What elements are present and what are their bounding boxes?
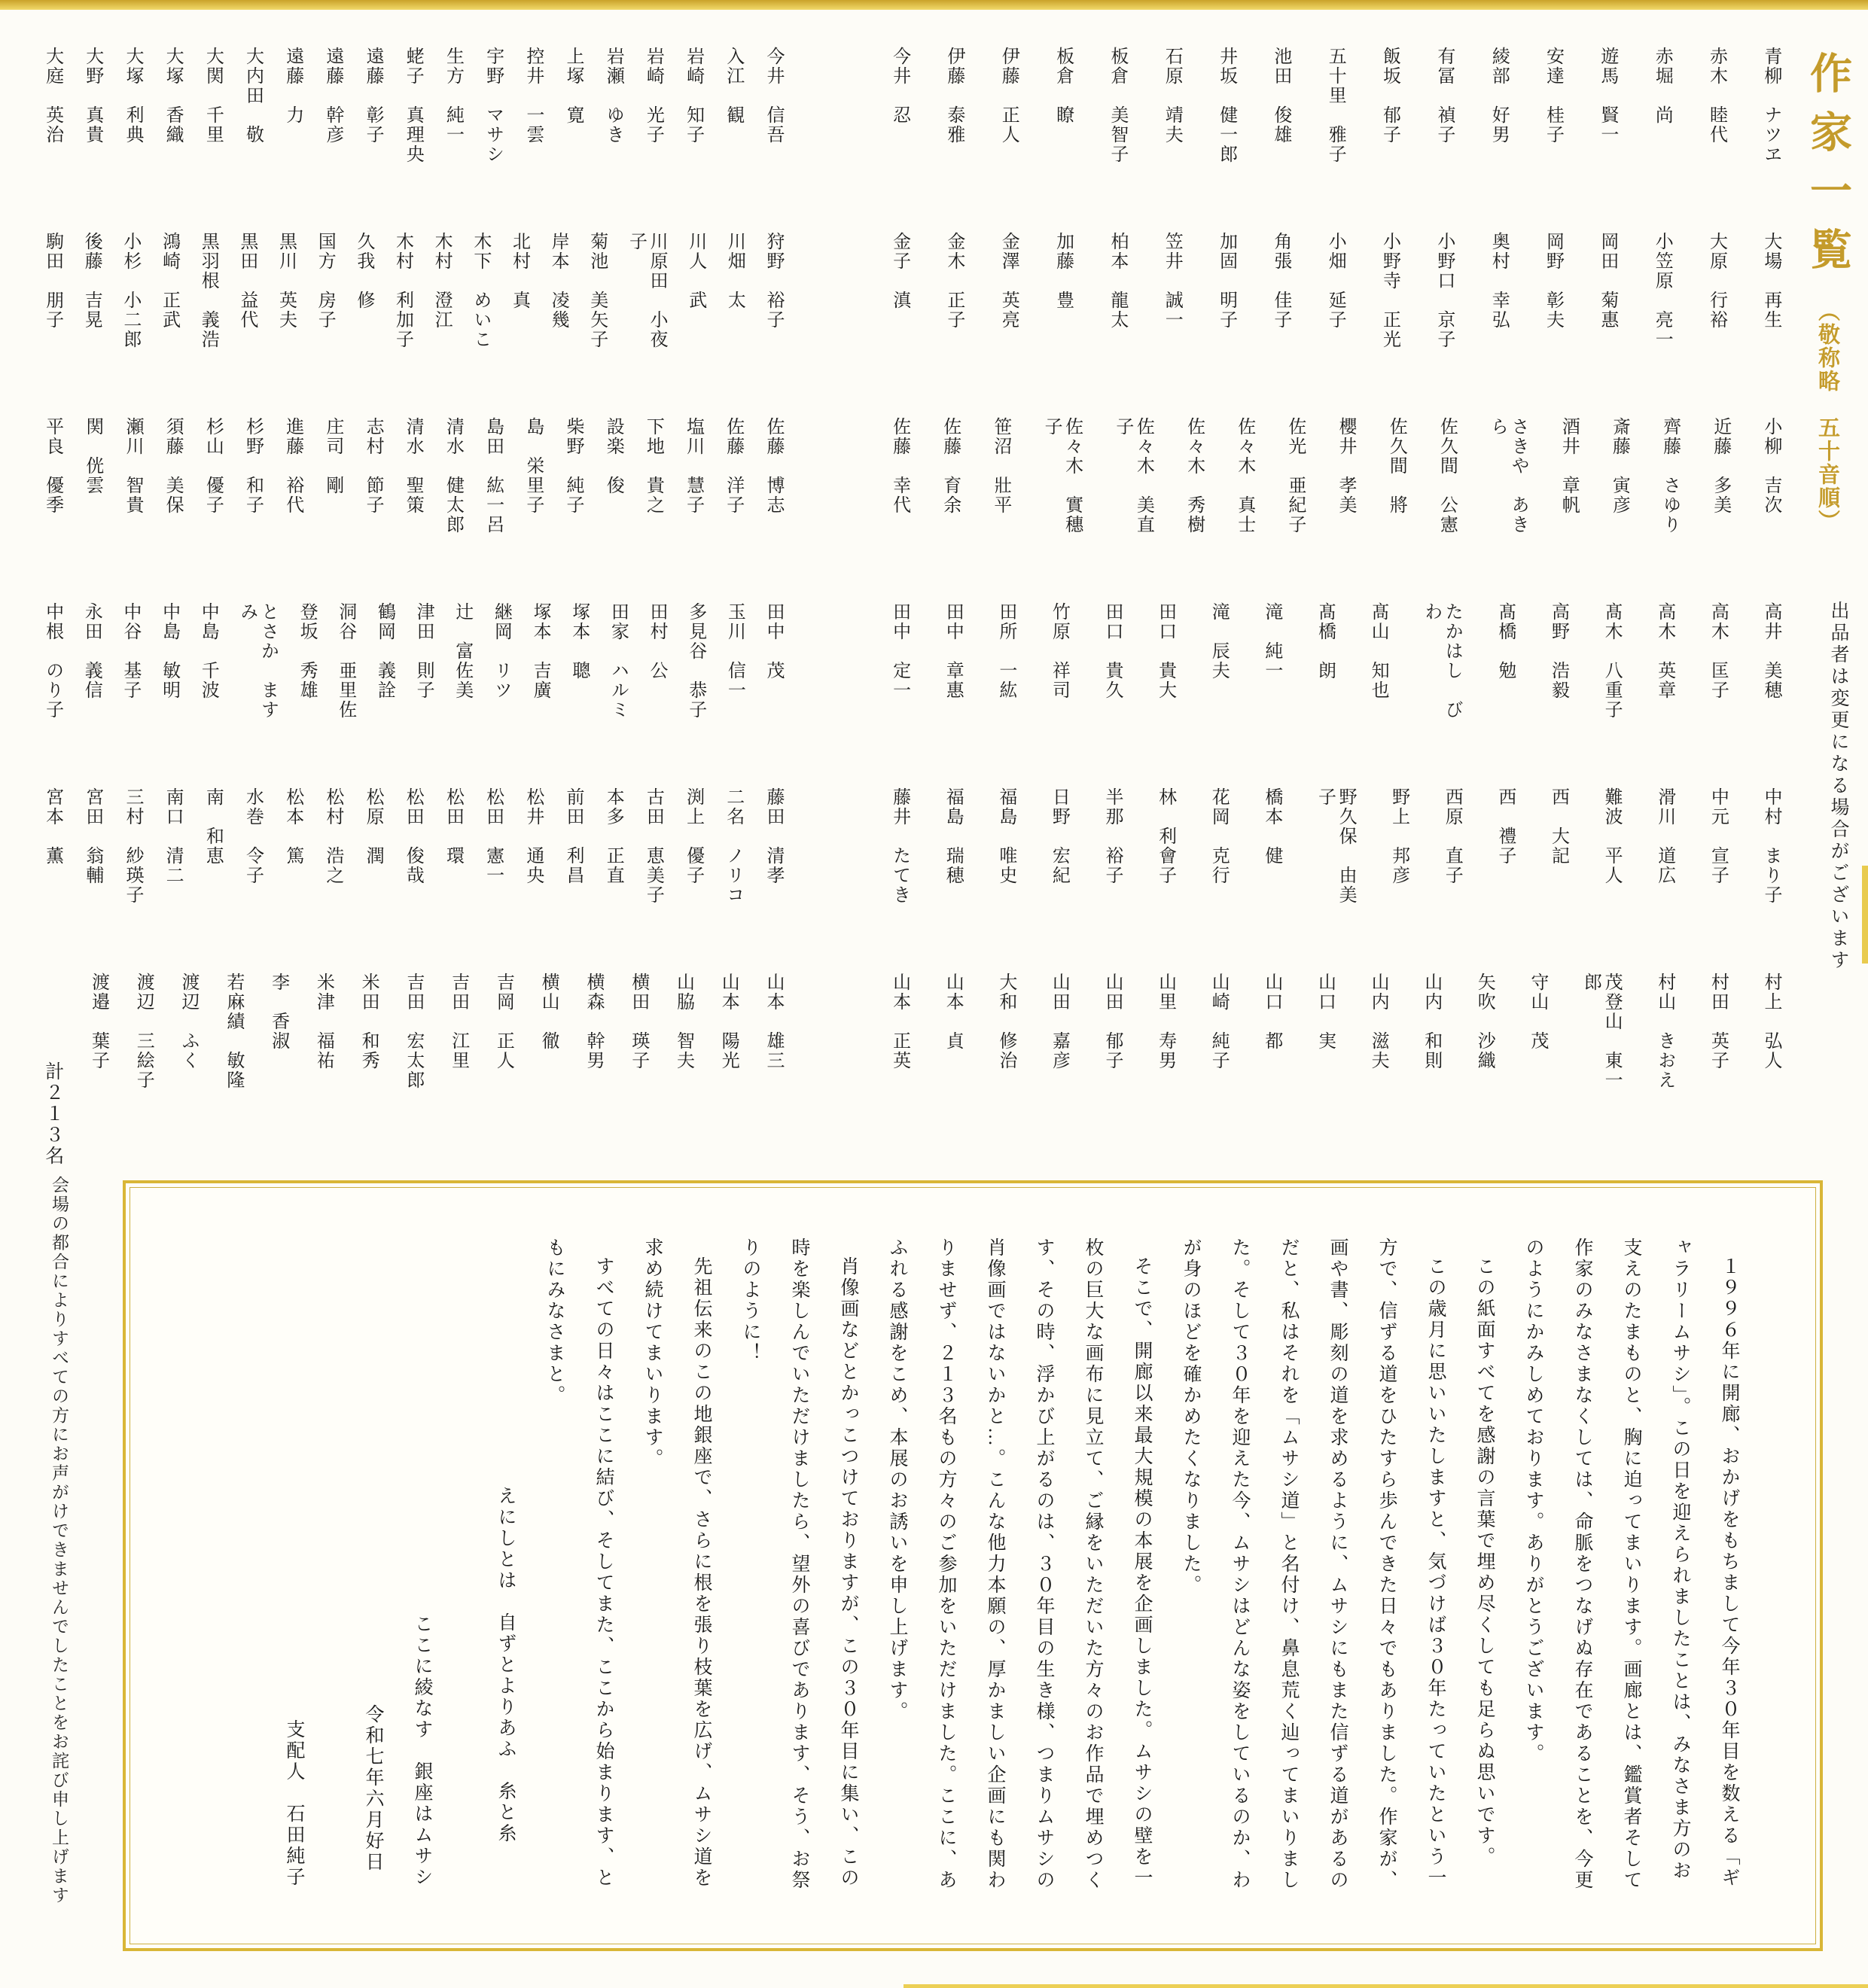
artist-name: 川畑 太 <box>724 232 745 310</box>
artist-name: 吉岡 正人 <box>493 973 513 1070</box>
artist-name: 小笠原 亮一 <box>1652 232 1672 349</box>
page-title-main: 作家一覧 <box>1804 51 1851 286</box>
artist-name: 中島 千波 <box>198 602 218 700</box>
artist-name: 近藤 多美 <box>1710 417 1730 515</box>
artist-name: 中村 まり子 <box>1760 787 1781 905</box>
total-count-label: 計２１３名 <box>42 1061 63 1167</box>
artist-name: 宮田 翁輔 <box>82 787 102 885</box>
artist-name: 藤田 清孝 <box>763 787 783 885</box>
artist-name: 橋本 健 <box>1261 787 1281 866</box>
artist-name: 清水 健太郎 <box>443 417 463 534</box>
artist-name: たかはし びわ <box>1421 602 1462 720</box>
artist-name: 控井 一雲 <box>523 47 543 145</box>
artist-name: とさか ますみ <box>236 602 278 720</box>
greeting-poem-line: ここに綾なす 銀座はムサシ <box>412 1614 432 1888</box>
artist-name: 山本 雄三 <box>763 973 783 1070</box>
greeting-paragraph: １９９６年に開廊、おかげをもちまして今年３０年目を数える「ギャラリームサシ」。この日を迎えられましたことは、みなさま方のお支えのたまものと、胸に迫ってまいります。画廊とは、鑑賞者そして作家のみなさまなくしては、命脈をつなげぬ存在であることを、今更のようにかみしめております。ありがとうございます。 <box>1523 1238 1739 1891</box>
greeting-paragraph: 先祖伝来のこの地銀座で、さらに根を張り枝葉を広げ、ムサシ道を求め続けてまいります。 <box>642 1238 712 1889</box>
artist-name: 池田 俊雄 <box>1270 47 1291 145</box>
artist-name: 前田 利昌 <box>563 787 584 885</box>
artist-name: 有冨 禎子 <box>1434 47 1454 145</box>
greeting-box <box>123 1180 1823 1951</box>
artist-name: 佐久間 將 <box>1386 417 1406 515</box>
artist-name: 狩野 裕子 <box>763 232 783 330</box>
artist-name: 伊藤 正人 <box>998 47 1019 145</box>
artist-group <box>888 973 1781 1132</box>
artist-name: 久我 修 <box>353 232 373 310</box>
artist-name: 田村 公 <box>647 602 667 680</box>
artist-name: 高木 匡子 <box>1708 602 1728 700</box>
apology-note: 会場の都合によりすべての方にお声がけできませんでしたことをお詫び申し上げます <box>50 1176 69 1905</box>
artist-name: 玉川 信一 <box>724 602 745 700</box>
artist-name: 横田 瑛子 <box>628 973 648 1070</box>
scan-gold-strip-top <box>0 0 1868 10</box>
artist-name: 松原 潤 <box>363 787 383 866</box>
artist-name: 山内 和則 <box>1421 973 1441 1070</box>
artist-group <box>888 787 1781 947</box>
artist-name: 後藤 吉晃 <box>81 232 102 330</box>
artist-group <box>41 973 783 1167</box>
artist-name: 小野口 京子 <box>1434 232 1454 349</box>
artist-name: 笠井 誠一 <box>1162 232 1182 330</box>
artist-name: 庄司 剛 <box>322 417 343 495</box>
artist-name: 田口 貴大 <box>1155 602 1175 700</box>
artist-name: 米津 福祐 <box>313 973 334 1070</box>
artist-name: 佐々木 秀樹 <box>1184 417 1204 534</box>
artist-name: 田口 貴久 <box>1102 602 1123 700</box>
artist-group <box>41 787 783 947</box>
artist-name: 加固 明子 <box>1216 232 1236 330</box>
artist-name: 齊藤 さゆり <box>1659 417 1680 534</box>
artist-name: 松井 通央 <box>523 787 543 885</box>
artist-name: 石原 靖夫 <box>1162 47 1182 145</box>
artist-name: 佐々木 美直子 <box>1112 417 1153 534</box>
artist-name: 花岡 克行 <box>1208 787 1229 885</box>
artist-name: 山本 陽光 <box>718 973 739 1070</box>
greeting-paragraph: 肖像画などとかっこつけておりますが、この３０年目に集い、この時を楽しんでいただけましたら、望外の喜びであります、そう、お祭りのように！ <box>740 1238 858 1891</box>
artist-name: 岡田 菊惠 <box>1597 232 1617 330</box>
artist-band <box>41 232 1781 391</box>
artist-name: 駒田 朋子 <box>42 232 62 330</box>
artist-name: 古田 恵美子 <box>643 787 663 905</box>
artist-name: 山本 正英 <box>889 973 910 1070</box>
artist-name: 辻 富佐美 <box>452 602 472 700</box>
artist-name: 斎藤 寅彦 <box>1609 417 1629 515</box>
artist-name: 志村 節子 <box>363 417 383 515</box>
artist-name: 西 大記 <box>1548 787 1568 866</box>
artist-group <box>41 232 783 391</box>
artist-name: 村山 きおえ <box>1654 973 1674 1090</box>
artist-name: 大塚 利典 <box>122 47 142 145</box>
artist-name: 福島 瑞穂 <box>943 787 963 885</box>
artist-name: 松田 俊哉 <box>403 787 423 885</box>
artist-name: 平良 優季 <box>42 417 62 515</box>
artist-name: 滝 辰夫 <box>1208 602 1229 680</box>
artist-name: 佐藤 博志 <box>763 417 783 515</box>
greeting-signature: 支配人 石田純子 <box>284 1719 304 1888</box>
artist-name: 板倉 瞭 <box>1053 47 1073 125</box>
artist-name: 宮本 薫 <box>42 787 62 866</box>
artist-name: 青柳 ナツヱ <box>1760 47 1781 164</box>
artist-name: 南 和恵 <box>203 787 223 866</box>
artist-name: 田所 一紘 <box>995 602 1016 700</box>
artist-name: 金子 滇 <box>889 232 910 310</box>
artist-name: 遠藤 彰子 <box>363 47 383 145</box>
artist-name: 関 侊雲 <box>82 417 102 495</box>
artist-name: 本多 正直 <box>603 787 623 885</box>
artist-name: 山脇 智夫 <box>673 973 693 1070</box>
artist-name: 木村 利加子 <box>392 232 413 349</box>
artist-name: 山本 貞 <box>943 973 963 1051</box>
artist-name: 佐光 亜紀子 <box>1284 417 1305 534</box>
artist-name: 林 利會子 <box>1155 787 1175 885</box>
artist-name: さきや あきら <box>1487 417 1528 534</box>
artist-name: 柏本 龍太 <box>1107 232 1127 330</box>
artist-name: 角張 佳子 <box>1270 232 1291 330</box>
artist-name: 洞谷 亜里佐 <box>335 602 355 720</box>
artist-name: 髙山 知也 <box>1368 602 1388 700</box>
artist-name: 塚本 聰 <box>568 602 589 680</box>
artist-name: 野久保 由美子 <box>1315 787 1356 905</box>
artist-name: 下地 貴之 <box>643 417 663 515</box>
artist-name: 大内田 敬 <box>242 47 263 145</box>
artist-band <box>41 973 1781 1167</box>
greeting-paragraph: すべての日々はここに結び、そしてまた、ここから始まります、ともにみなさまと。 <box>544 1238 614 1889</box>
artist-name: 山田 嘉彦 <box>1049 973 1069 1070</box>
artist-name: 高野 浩毅 <box>1548 602 1568 700</box>
artist-name: 須藤 美保 <box>163 417 183 515</box>
artist-name: 山里 寿男 <box>1155 973 1175 1070</box>
artist-name: 清水 聖策 <box>403 417 423 515</box>
artist-name: 矢吹 沙織 <box>1474 973 1495 1070</box>
artist-name: 岩崎 知子 <box>683 47 703 145</box>
artist-name: 福島 唯史 <box>995 787 1016 885</box>
artist-band <box>41 602 1781 762</box>
artist-name: 木下 めいこ <box>470 232 490 349</box>
artist-name: 川人 武 <box>685 232 705 310</box>
artist-name: 瀬川 智貴 <box>122 417 142 515</box>
artist-name: 大原 行裕 <box>1706 232 1726 330</box>
artist-name: 安達 桂子 <box>1543 47 1563 145</box>
artist-name: 大関 千里 <box>203 47 223 145</box>
artist-name: 三村 紗瑛子 <box>122 787 142 905</box>
artist-name: 中根 のり子 <box>42 602 62 720</box>
artist-name: 赤木 睦代 <box>1706 47 1726 145</box>
artist-name: 高井 美穂 <box>1760 602 1781 700</box>
artist-name: 滝 純一 <box>1261 602 1281 680</box>
artist-name: 大庭 英治 <box>42 47 62 145</box>
artist-name: 伊藤 泰雅 <box>943 47 964 145</box>
artist-name: 鴻崎 正武 <box>159 232 179 330</box>
artist-name: 永田 義信 <box>81 602 102 700</box>
artist-group <box>888 417 1781 577</box>
artist-name: 奥村 幸弘 <box>1489 232 1509 330</box>
artist-name: 板倉 美智子 <box>1107 47 1127 164</box>
artist-name: 小野寺 正光 <box>1379 232 1400 349</box>
artist-name: 島田 紘一呂 <box>483 417 503 534</box>
artist-name: 渡辺 三絵子 <box>133 973 154 1090</box>
artist-name: 岡野 彰夫 <box>1543 232 1563 330</box>
artist-name: 酒井 章帆 <box>1559 417 1579 515</box>
artist-name: 田中 章惠 <box>943 602 963 700</box>
artist-name: 杉野 和子 <box>242 417 263 515</box>
greeting-date: 令和七年六月好日 <box>363 1704 383 1873</box>
artist-name: 山口 都 <box>1261 973 1281 1051</box>
artist-name: 大野 真貴 <box>82 47 102 145</box>
artist-name: 松村 浩之 <box>322 787 343 885</box>
artist-name: 二名 ノリコ <box>723 787 743 905</box>
artist-roster <box>41 47 1781 1167</box>
artist-group <box>888 47 1781 206</box>
artist-name: 難波 平人 <box>1601 787 1622 885</box>
artist-name: 黒川 英夫 <box>276 232 296 330</box>
page-subtitle: 出品者は変更になる場合がございます <box>1828 601 1848 972</box>
artist-name: 設楽 俊 <box>603 417 623 495</box>
artist-group <box>41 417 783 577</box>
artist-name: 野上 邦彦 <box>1388 787 1409 885</box>
artist-name: 生方 純一 <box>443 47 463 145</box>
artist-name: 小杉 小二郎 <box>120 232 140 349</box>
artist-name: 佐々木 真士 <box>1234 417 1254 534</box>
artist-name: 進藤 裕代 <box>282 417 303 515</box>
artist-name: 中島 敏明 <box>159 602 179 700</box>
artist-name: 高木 英章 <box>1654 602 1674 700</box>
artist-name: 鶴岡 義詮 <box>374 602 395 700</box>
artist-name: 藤井 たてき <box>889 787 910 905</box>
artist-name: 守山 茂 <box>1527 973 1547 1051</box>
artist-name: 岩崎 光子 <box>643 47 663 145</box>
artist-name: 北村 真 <box>509 232 529 310</box>
artist-name: 米田 和秀 <box>358 973 379 1070</box>
artist-name: 宇野 マサシ <box>483 47 503 164</box>
artist-name: 山口 実 <box>1315 973 1335 1051</box>
artist-name: 登坂 秀雄 <box>297 602 317 700</box>
artist-name: 大和 修治 <box>995 973 1016 1070</box>
artist-name: 大場 再生 <box>1760 232 1781 330</box>
artist-name: 柴野 純子 <box>563 417 584 515</box>
artist-name: 渡邉 葉子 <box>88 973 108 1070</box>
artist-name: 佐久間 公憲 <box>1437 417 1457 534</box>
greeting-paragraph: この紙面すべてを感謝の言葉で埋め尽くしても足らぬ思いです。 <box>1474 1256 1495 1868</box>
artist-name: 佐藤 洋子 <box>723 417 743 515</box>
artist-name: 西原 直子 <box>1442 787 1462 885</box>
artist-name: 川原田 小夜子 <box>626 232 667 349</box>
artist-name: 国方 房子 <box>315 232 335 330</box>
artist-name: 上塚 寛 <box>563 47 584 125</box>
artist-group <box>41 602 783 762</box>
artist-name: 田中 定一 <box>889 602 910 700</box>
artist-band <box>41 417 1781 577</box>
artist-name: 若麻績 敏隆 <box>223 973 243 1090</box>
artist-name: 小柳 吉次 <box>1760 417 1781 515</box>
artist-name: 渡辺 ふく <box>178 973 199 1070</box>
artist-band <box>41 787 1781 947</box>
artist-name: 佐々木 實穗子 <box>1041 417 1082 534</box>
artist-name: 半那 裕子 <box>1102 787 1123 885</box>
scan-gold-sliver-right <box>1862 866 1868 964</box>
artist-name: 李 香淑 <box>268 973 288 1051</box>
artist-name: 佐藤 育余 <box>940 417 960 515</box>
artist-name: 今井 信吾 <box>763 47 783 145</box>
artist-name: 蛯子 真理央 <box>403 47 423 164</box>
artist-name: 髙橋 朗 <box>1315 602 1335 680</box>
scan-gold-line-bottom <box>904 1984 1868 1988</box>
artist-name: 櫻井 孝美 <box>1336 417 1356 515</box>
artist-name: 山田 郁子 <box>1102 973 1123 1070</box>
artist-name: 髙木 八重子 <box>1601 602 1622 720</box>
artist-name: 横森 幹男 <box>583 973 603 1070</box>
artist-name: 山内 滋夫 <box>1368 973 1388 1070</box>
artist-name: 津田 則子 <box>413 602 434 700</box>
artist-name: 西 禮子 <box>1495 787 1515 866</box>
artist-name: 南口 清二 <box>163 787 183 885</box>
artist-name: 松田 環 <box>443 787 463 866</box>
artist-name: 多見谷 恭子 <box>685 602 705 720</box>
artist-name: 水巻 令子 <box>242 787 263 885</box>
artist-name: 赤堀 尚 <box>1652 47 1672 125</box>
artist-name: 松本 篤 <box>282 787 303 866</box>
greeting-paragraph: この歳月に思いいたしますと、気づけば３０年たっていたという一方で、信ずる道をひたすら歩んできた日々でもありました。作家が、画や書、彫刻の道を求めるように、ムサシにもまた信ずる道があるのだと、私はそれを「ムサシ道」と名付け、鼻息荒く辿ってまいりました。そして３０年を迎えた今、ムサシはどんな姿をしているのか、わが身のほどを確かめたくなりました。 <box>1181 1238 1446 1891</box>
artist-name: 遊馬 賢一 <box>1597 47 1617 145</box>
artist-name: 滑川 道広 <box>1654 787 1674 885</box>
greeting-text <box>192 1238 1754 1894</box>
artist-name: 髙橋 勉 <box>1495 602 1515 680</box>
artist-name: 島 栄里子 <box>523 417 543 515</box>
artist-name: 佐藤 幸代 <box>889 417 910 515</box>
artist-name: 金澤 英亮 <box>998 232 1019 330</box>
artist-name: 黒羽根 義浩 <box>198 232 218 349</box>
artist-name: 岩瀬 ゆき <box>603 47 623 145</box>
greeting-paragraph: そこで、開廊以来最大規模の本展を企画しました。ムサシの壁を一枚の巨大な画布に見立て、ご縁をいただいた方々のお作品で埋めつくす、その時、浮かび上がるのは、３０年目の生き様、つまりムサシの肖像画ではないかと…。こんな他力本願の、厚かましい企画にも関わりませず、２１３名もの方々のご参加をいただけました。ここに、あふれる感謝をこめ、本展のお誘いを申し上げます。 <box>887 1238 1152 1891</box>
artist-name: 日野 宏紀 <box>1049 787 1069 885</box>
page-title-note: （敬称略 五十音順） <box>1815 300 1839 533</box>
artist-name: 金木 正子 <box>943 232 964 330</box>
artist-name: 中元 宣子 <box>1708 787 1728 885</box>
artist-name: 継岡 リツ <box>491 602 511 700</box>
artist-name: 渕上 優子 <box>683 787 703 885</box>
artist-group <box>41 47 783 206</box>
artist-name: 吉田 宏太郎 <box>403 973 423 1090</box>
artist-name: 大塚 香織 <box>163 47 183 145</box>
artist-name: 笹沼 壯平 <box>990 417 1010 515</box>
artist-name: 中谷 基子 <box>120 602 140 700</box>
artist-band <box>41 47 1781 206</box>
artist-name: 遠藤 力 <box>282 47 303 125</box>
artist-name: 茂登山 東一郎 <box>1580 973 1622 1090</box>
artist-name: 田中 茂 <box>763 602 783 680</box>
artist-name: 井坂 健一郎 <box>1216 47 1236 164</box>
artist-name: 横山 徹 <box>538 973 559 1051</box>
artist-name: 村田 英子 <box>1708 973 1728 1070</box>
artist-name: 岸本 凌幾 <box>548 232 568 330</box>
artist-group <box>888 602 1781 762</box>
artist-name: 村上 弘人 <box>1760 973 1781 1070</box>
artist-group <box>888 232 1781 391</box>
artist-name: 竹原 祥司 <box>1049 602 1069 700</box>
artist-name: 菊池 美矢子 <box>587 232 607 349</box>
artist-name: 小畑 延子 <box>1325 232 1345 330</box>
artist-name: 山崎 純子 <box>1208 973 1229 1070</box>
greeting-poem-line: えにしとは 自ずとよりあふ 糸と糸 <box>495 1486 516 1844</box>
artist-name: 木村 澄江 <box>431 232 452 330</box>
artist-name: 塚本 吉廣 <box>530 602 550 700</box>
artist-name: 入江 観 <box>723 47 743 125</box>
artist-name: 塩川 慧子 <box>683 417 703 515</box>
artist-name: 黒田 益代 <box>236 232 257 330</box>
artist-name: 松田 憲一 <box>483 787 503 885</box>
artist-name: 吉田 江里 <box>448 973 468 1070</box>
artist-name: 加藤 豊 <box>1053 232 1073 310</box>
artist-name: 綾部 好男 <box>1489 47 1509 145</box>
artist-name: 田家 ハルミ <box>608 602 628 720</box>
artist-name: 飯坂 郁子 <box>1379 47 1400 145</box>
artist-name: 杉山 優子 <box>203 417 223 515</box>
artist-name: 遠藤 幹彦 <box>322 47 343 145</box>
artist-name: 今井 忍 <box>889 47 910 125</box>
artist-name: 五十里 雅子 <box>1325 47 1345 164</box>
